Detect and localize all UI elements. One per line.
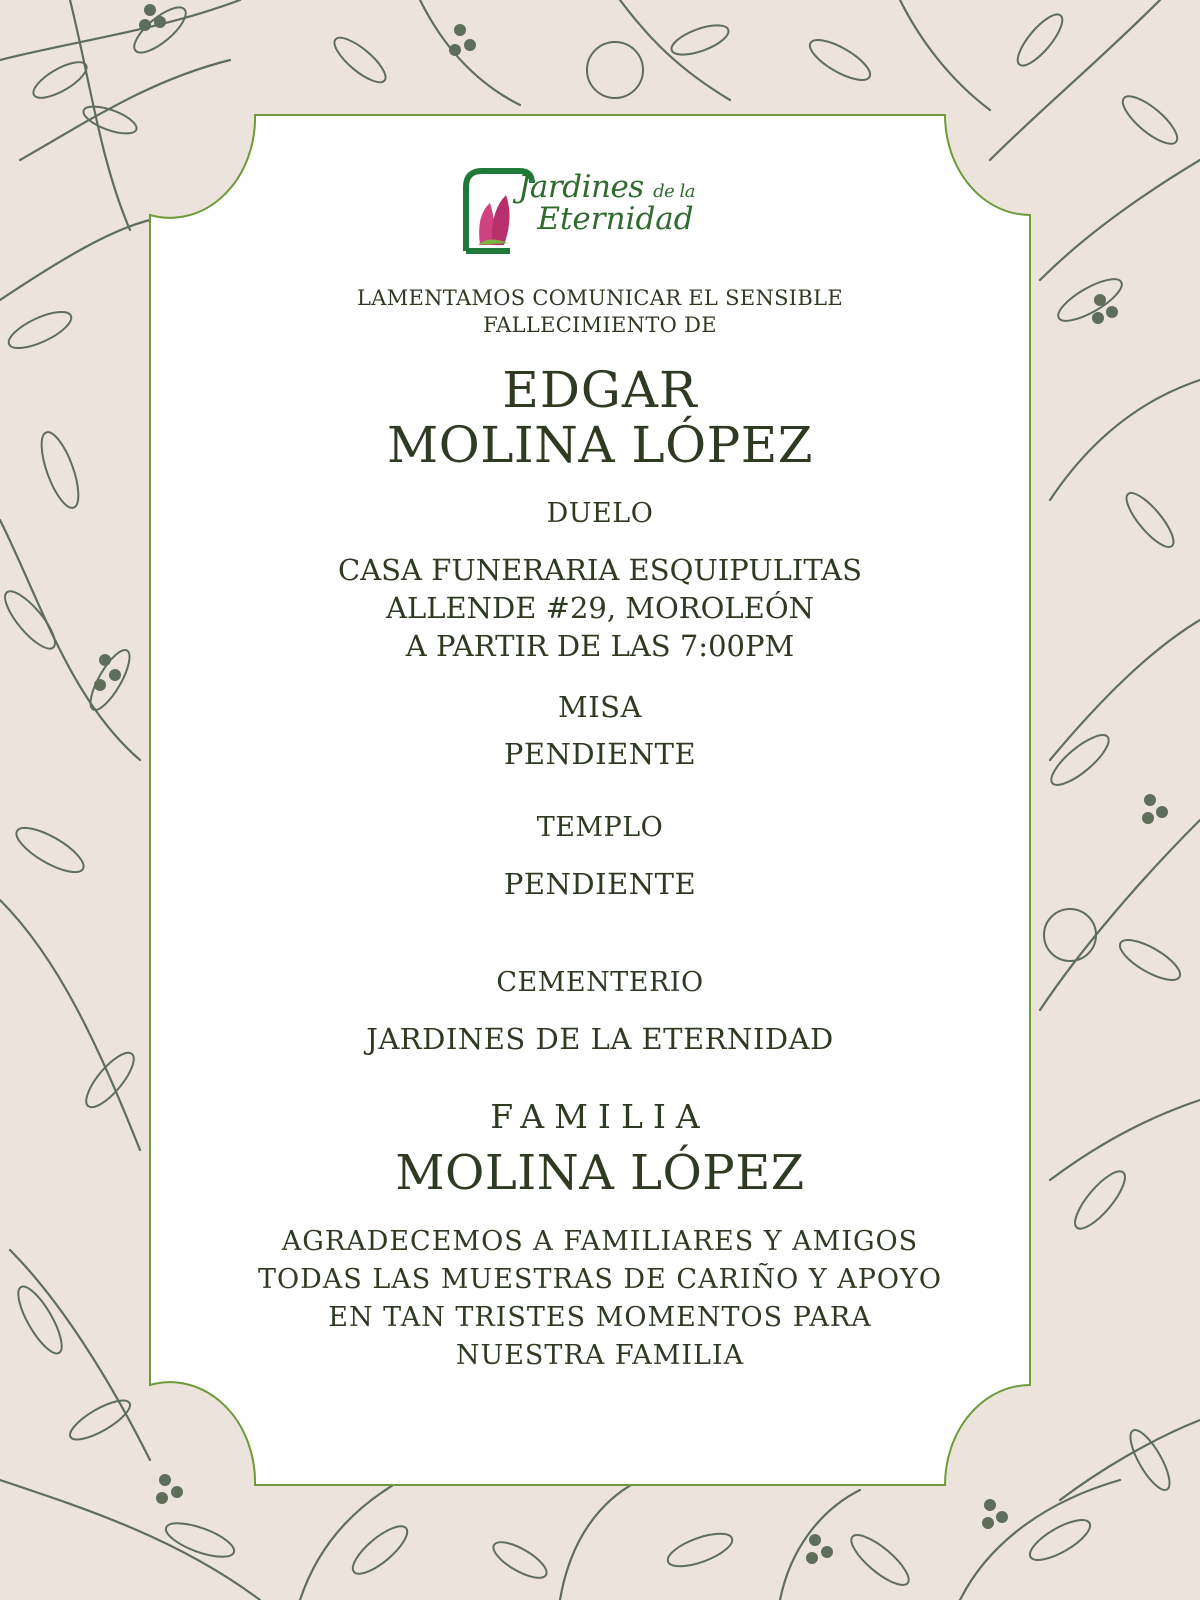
misa-value: PENDIENTE [503, 737, 697, 771]
duelo-place: CASA FUNERARIA ESQUIPULITAS ALLENDE #29, MOROLEÓN A PARTIR DE LAS 7:00PM [338, 553, 862, 663]
family-label: FAMILIA [490, 1097, 710, 1136]
deceased-first-name: EDGAR [502, 361, 698, 419]
deceased-last-name: MOLINA LÓPEZ [387, 416, 813, 474]
cementerio-value: JARDINES DE LA ETERNIDAD [366, 1022, 834, 1056]
family-name: MOLINA LÓPEZ [395, 1145, 805, 1201]
duelo-label: DUELO [546, 498, 654, 529]
logo-wordmark: Jardines de la Eternidad [518, 169, 695, 237]
intro-text: LAMENTAMOS COMUNICAR EL SENSIBLE FALLECIMIENTO DE [356, 286, 844, 337]
jardines-logo [460, 165, 720, 265]
thanks-message: AGRADECEMOS A FAMILIARES Y AMIGOS TODAS LAS MUESTRAS DE CARIÑO Y APOYO EN TAN TRISTES MOMENTOS PARA NUESTRA FAMILIA [258, 1226, 942, 1371]
templo-label: TEMPLO [536, 812, 664, 843]
templo-value: PENDIENTE [503, 867, 697, 901]
misa-label: MISA [558, 690, 642, 724]
notice-content [150, 115, 1050, 1485]
cementerio-label: CEMENTERIO [496, 967, 704, 998]
